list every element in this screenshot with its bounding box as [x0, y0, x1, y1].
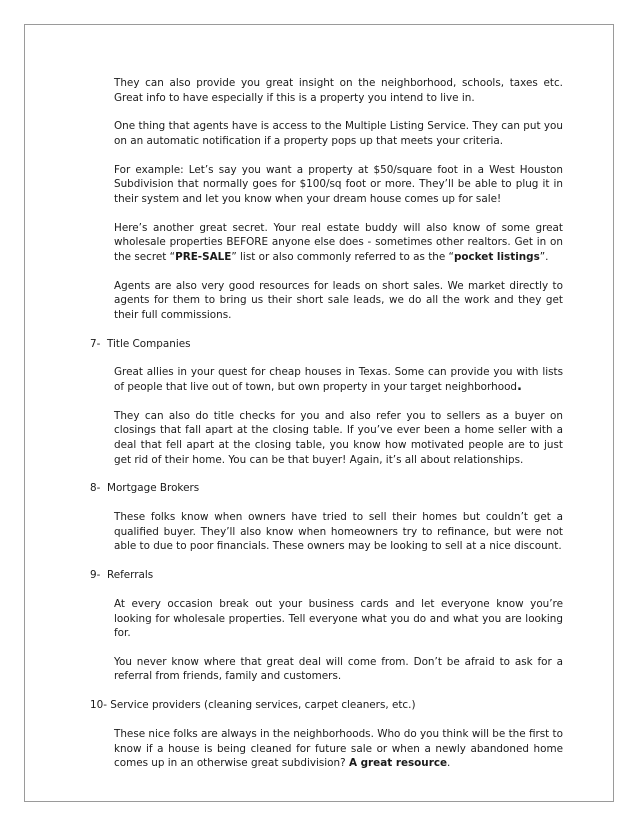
section-number: 7- — [90, 337, 101, 350]
paragraph-business-cards: At every occasion break out your business cards and let everyone know you’re looking for wholesale properties. Tell everyone what you do and what you are looking for. — [114, 597, 563, 640]
section-heading-title-companies — [90, 337, 563, 352]
pre-sale-emphasis: PRE-SALE — [175, 250, 232, 263]
section-title: Service providers (cleaning services, carpet cleaners, etc.) — [110, 699, 416, 712]
paragraph-title-checks: They can also do title checks for you and also refer you to sellers as a buyer on closings that fall apart at the closing table. If you’ve ever been a home seller with a deal that fell apart at the closing table, you know how motivated people are to just get rid of their home. You can be that buyer! Again, it’s all about relationships. — [114, 409, 563, 466]
section-number: 10- — [90, 699, 107, 712]
section-heading-mortgage-brokers — [90, 481, 563, 496]
text-run: . — [517, 379, 522, 395]
paragraph-referral-source: You never know where that great deal will come from. Don’t be afraid to ask for a referral from friends, family and customers. — [114, 655, 563, 683]
paragraph-service-providers — [114, 727, 563, 771]
paragraph-mls-access: One thing that agents have is access to the Multiple Listing Service. They can put you on an automatic notification if a property pops up that meets your criteria. — [114, 120, 563, 147]
paragraph-mortgage-brokers: These folks know when owners have tried to sell their homes but couldn’t get a qualified buyer. They’ll also know when homeowners try to refinance, but were not able to due to poor financials. These owners may be looking to sell at a nice discount. — [114, 511, 563, 553]
document-content — [91, 76, 563, 785]
section-heading-referrals — [90, 568, 563, 583]
paragraph-pre-sale-secret — [114, 221, 563, 265]
text-run: Great allies in your quest for cheap houses in Texas. Some can provide you with lists of people that live out of town, but own property in your target neighborhood — [114, 366, 563, 394]
section-number: 9- — [90, 569, 101, 582]
paragraph-short-sales: Agents are also very good resources for leads on short sales. We market directly to agents for them to bring us their short sale leads, we do all the work and they get their full commissions. — [114, 279, 563, 321]
great-resource-emphasis: A great resource — [348, 757, 448, 770]
section-title: Title Companies — [106, 337, 191, 350]
text-run: . — [447, 757, 451, 770]
pocket-listings-emphasis: pocket listings — [453, 250, 540, 263]
text-run: ”. — [539, 250, 549, 263]
paragraph-neighborhood-insight: They can also provide you great insight on the neighborhood, schools, taxes etc. Great info to have especially if this is a property you intend to live in. — [114, 77, 563, 104]
paragraph-example: For example: Let’s say you want a property at $50/square foot in a West Houston Subdivision that normally goes for $100/sq foot or more. They’ll be able to plug it in their system and let you know when your dream house comes up for sale! — [114, 163, 563, 205]
text-run: Here’s another great secret. Your real estate buddy will also know of some great wholesale properties BEFORE anyone else does - sometimes other realtors. Get in on the secret “ — [114, 221, 563, 263]
section-title: Referrals — [106, 569, 154, 582]
text-run: These nice folks are always in the neighborhoods. Who do you think will be the first to know if a house is being cleaned for future sale or when a newly abandoned home comes up in an otherwise great subdivision? — [114, 728, 563, 770]
section-heading-service-providers — [90, 698, 563, 713]
section-title: Mortgage Brokers — [106, 482, 200, 495]
section-number: 8- — [90, 482, 101, 495]
text-run: ” list or also commonly referred to as the “ — [231, 250, 454, 263]
paragraph-title-allies — [114, 365, 563, 394]
